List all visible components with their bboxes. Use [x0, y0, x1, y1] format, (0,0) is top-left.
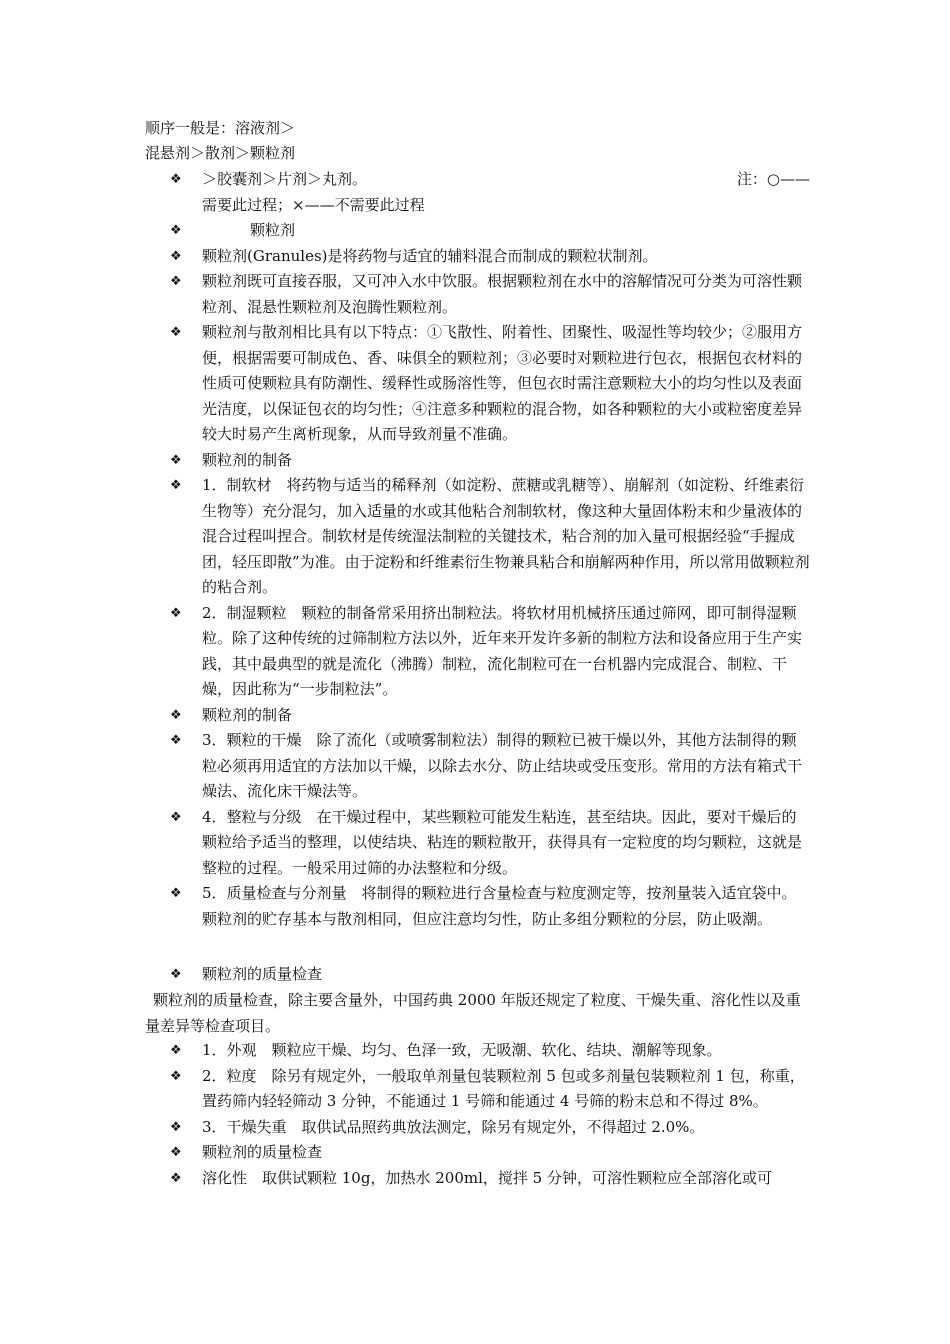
diamond-bullet-icon: ❖: [170, 223, 182, 238]
diamond-bullet-icon: ❖: [170, 1068, 182, 1084]
diamond-bullet-icon: ❖: [170, 605, 182, 621]
list-item-text: 3．干燥失重 取供试品照药典放法测定，除另有规定外，不得超过 2.0%。: [202, 1117, 705, 1136]
legend-note: 注：○——: [736, 170, 810, 188]
diamond-bullet-icon: ❖: [170, 707, 182, 723]
list-item-text: 颗粒剂既可直接吞服，又可冲入水中饮服。根据颗粒剂在水中的溶解情况可分类为可溶性颗粒剂、混悬性颗粒剂及泡腾性颗粒剂。: [202, 272, 803, 316]
list-item: [170, 728, 810, 805]
diamond-bullet-icon: ❖: [170, 248, 182, 264]
list-item-text: 2．粒度 除另有规定外，一般取单剂量包装颗粒剂 5 包或多剂量包装颗粒剂 1 包，称重，置药筛内轻轻筛动 3 分钟，不能通过 1 号筛和能通过 4 号筛的粉末总和不得过 8%。: [202, 1066, 805, 1110]
list-item-text: 颗粒剂(Granules)是将药物与适宜的辅料混合而制成的颗粒状制剂。: [202, 246, 658, 265]
list-item-text: 4．整粒与分级 在干燥过程中，某些颗粒可能发生粘连，甚至结块。因此，要对干燥后的颗粒给予适当的整理，以使结块、粘连的颗粒散开，获得具有一定粒度的均匀颗粒，这就是整粒的过程。一般采用过筛的办法整粒和分级。: [202, 807, 803, 877]
diamond-bullet-icon: ❖: [170, 274, 182, 289]
list-item-text: 3．颗粒的干燥 除了流化（或喷雾制粒法）制得的颗粒已被干燥以外，其他方法制得的颗粒必须再用适宜的方法加以干燥，以除去水分、防止结块或受压变形。常用的方法有箱式干燥法、流化床干燥法等。: [202, 731, 803, 800]
diamond-bullet-icon: ❖: [170, 478, 182, 493]
list-item: [170, 1166, 810, 1192]
list-item: [170, 244, 810, 270]
list-item-text: 颗粒剂的制备: [202, 705, 293, 724]
list-item: [170, 601, 810, 703]
list-item-text: 颗粒剂的制备: [202, 450, 293, 469]
list-item-text: ＞胶囊剂＞片剂＞丸剂。: [202, 170, 368, 188]
list-item: [170, 218, 810, 244]
list-item: [170, 1115, 810, 1141]
list-item-text: 1．制软材 将药物与适当的稀释剂（如淀粉、蔗糖或乳糖等）、崩解剂（如淀粉、纤维素衍生物等）充分混匀，加入适量的水或其他粘合剂制软材，像这种大量固体粉末和少量液体的混合过程叫捏合。制软材是传统湿法制粒的关键技术，粘合剂的加入量可根据经验“手握成团，轻压即散”为准。由于淀粉和纤维素衍生物兼具粘合和崩解两种作用，所以常用做颗粒剂的粘合剂。: [202, 476, 810, 596]
section1-list: [170, 167, 810, 932]
list-item-text: 1．外观 颗粒应干燥、均匀、色泽一致，无吸潮、软化、结块、潮解等现象。: [202, 1041, 722, 1059]
diamond-bullet-icon: ❖: [170, 1145, 182, 1160]
list-item-text: 5．质量检查与分剂量 将制得的颗粒进行含量检查与粒度测定等，按剂量装入适宜袋中。颗粒剂的贮存基本与散剂相同，但应注意均匀性，防止多组分颗粒的分层，防止吸潮。: [202, 884, 797, 928]
list-item: [170, 269, 810, 320]
diamond-bullet-icon: ❖: [170, 733, 182, 748]
section2-heading-list: [170, 962, 810, 988]
intro-block: [145, 116, 815, 166]
intro-line-1: 顺序一般是：溶液剂＞: [145, 119, 296, 137]
list-item: [170, 703, 810, 729]
section-heading: [170, 962, 810, 988]
list-item: [170, 320, 810, 448]
list-item-text: 颗粒剂的质量检查: [202, 1143, 323, 1161]
list-item: [170, 473, 810, 601]
list-item-text: 溶化性 取供试颗粒 10g，加热水 200ml，搅拌 5 分钟，可溶性颗粒应全部溶化或可: [202, 1168, 772, 1187]
diamond-bullet-icon: ❖: [170, 809, 182, 825]
intro-line-2: 混悬剂＞散剂＞颗粒剂: [145, 144, 296, 162]
section-heading-text: 颗粒剂的质量检查: [202, 965, 323, 983]
list-item-text: 颗粒剂: [250, 221, 296, 239]
list-item-continuation: 需要此过程；×——不需要此过程: [202, 195, 425, 214]
diamond-bullet-icon: ❖: [170, 452, 182, 468]
diamond-bullet-icon: ❖: [170, 1043, 182, 1058]
list-item-text: 2．制湿颗粒 颗粒的制备常采用挤出制粒法。将软材用机械挤压通过筛网，即可制得湿颗粒。除了这种传统的过筛制粒方法以外，近年来开发许多新的制粒方法和设备应用于生产实践，其中最典型的就是流化（沸腾）制粒，流化制粒可在一台机器内完成混合、制粒、干燥，因此称为“一步制粒法”。: [202, 603, 803, 698]
diamond-bullet-icon: ❖: [170, 1119, 182, 1135]
list-item-text: 颗粒剂与散剂相比具有以下特点：①飞散性、附着性、团聚性、吸湿性等均较少；②服用方便，根据需要可制成色、香、味俱全的颗粒剂；③必要时对颗粒进行包衣，根据包衣材料的性质可使颗粒具有防潮性、缓释性或肠溶性等，但包衣时需注意颗粒大小的均匀性以及表面光洁度，以保证包衣的均匀性；④注意多种颗粒的混合物，如各种颗粒的大小或粒密度差异较大时易产生离析现象，从而导致剂量不准确。: [202, 323, 803, 443]
list-item: [170, 1064, 810, 1115]
diamond-bullet-icon: ❖: [170, 1170, 182, 1186]
list-item: [170, 805, 810, 882]
diamond-bullet-icon: ❖: [170, 967, 182, 982]
list-item: [170, 1038, 810, 1064]
quality-intro-paragraph: 颗粒剂的质量检查，除主要含量外，中国药典 2000 年版还规定了粒度、干燥失重、溶化性以及重量差异等检查项目。: [145, 991, 801, 1035]
list-item: [170, 881, 810, 932]
diamond-bullet-icon: ❖: [170, 172, 182, 187]
diamond-bullet-icon: ❖: [170, 886, 182, 901]
diamond-bullet-icon: ❖: [170, 325, 182, 340]
list-item: [170, 448, 810, 474]
section3-list: [170, 1038, 810, 1191]
list-item: [170, 167, 810, 218]
list-item: [170, 1140, 810, 1166]
